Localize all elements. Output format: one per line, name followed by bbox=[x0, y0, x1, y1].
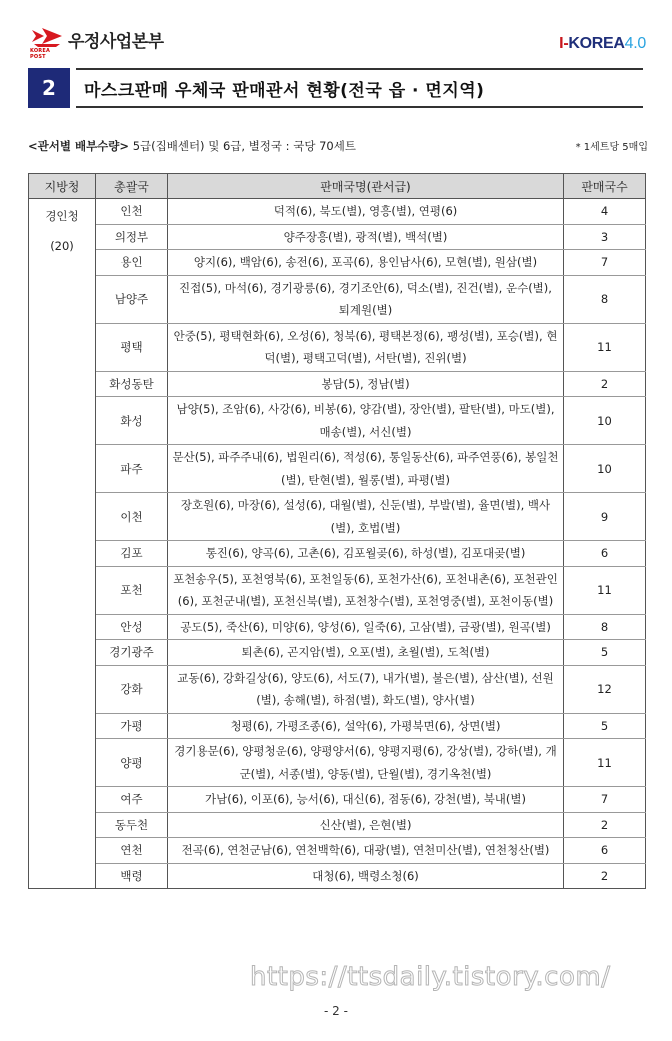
office-cell: 화성동탄 bbox=[96, 371, 168, 397]
count-cell: 9 bbox=[564, 493, 646, 541]
count-cell: 10 bbox=[564, 445, 646, 493]
table-row bbox=[29, 275, 646, 323]
region-name: 경인청 bbox=[45, 209, 79, 223]
table-row bbox=[29, 812, 646, 838]
count-cell: 11 bbox=[564, 566, 646, 614]
office-cell: 백령 bbox=[96, 863, 168, 889]
org-name: 우정사업본부 bbox=[68, 31, 164, 52]
page-number: - 2 - bbox=[324, 1004, 348, 1018]
korea-post-logo bbox=[30, 26, 164, 60]
office-cell: 용인 bbox=[96, 250, 168, 276]
names-cell: 통진(6), 양곡(6), 고촌(6), 김포월곶(6), 하성(별), 김포대곶(별) bbox=[168, 541, 564, 567]
table-row bbox=[29, 614, 646, 640]
section-number: 2 bbox=[28, 68, 70, 108]
table-row bbox=[29, 250, 646, 276]
office-cell: 여주 bbox=[96, 787, 168, 813]
names-cell: 대청(6), 백령소청(6) bbox=[168, 863, 564, 889]
header-office: 총괄국 bbox=[96, 174, 168, 199]
table-body bbox=[29, 199, 646, 889]
table-row bbox=[29, 493, 646, 541]
names-cell: 가남(6), 이포(6), 능서(6), 대신(6), 점동(6), 강천(별), 북내(별) bbox=[168, 787, 564, 813]
count-cell: 6 bbox=[564, 838, 646, 864]
table-row bbox=[29, 713, 646, 739]
table-row bbox=[29, 787, 646, 813]
table-row bbox=[29, 838, 646, 864]
names-cell: 포천송우(5), 포천영북(6), 포천일동(6), 포천가산(6), 포천내촌(6), 포천관인(6), 포천군내(별), 포천신북(별), 포천창수(별), 포천영중(별), 포천이동(별) bbox=[168, 566, 564, 614]
office-cell: 인천 bbox=[96, 199, 168, 225]
names-cell: 장호원(6), 마장(6), 설성(6), 대월(별), 신둔(별), 부발(별), 율면(별), 백사(별), 호법(별) bbox=[168, 493, 564, 541]
names-cell: 교동(6), 강화길상(6), 양도(6), 서도(7), 내가(별), 불은(별), 삼산(별), 선원(별), 송해(별), 하점(별), 화도(별), 양사(별) bbox=[168, 665, 564, 713]
set-note: * 1세트당 5매입 bbox=[575, 142, 648, 153]
korea-post-emblem-icon bbox=[30, 26, 64, 60]
office-cell: 강화 bbox=[96, 665, 168, 713]
section-title: 마스크판매 우체국 판매관서 현황(전국 읍 · 면지역) bbox=[84, 80, 485, 101]
table-row bbox=[29, 541, 646, 567]
table-row bbox=[29, 445, 646, 493]
region-cell bbox=[29, 199, 96, 889]
names-cell: 안중(5), 평택현화(6), 오성(6), 청북(6), 평택본정(6), 팽성(별), 포승(별), 현덕(별), 평택고덕(별), 서탄(별), 진위(별) bbox=[168, 323, 564, 371]
count-cell: 11 bbox=[564, 323, 646, 371]
brand-name: KOREA bbox=[568, 35, 625, 52]
table-row bbox=[29, 323, 646, 371]
count-cell: 12 bbox=[564, 665, 646, 713]
office-cell: 동두천 bbox=[96, 812, 168, 838]
office-cell: 연천 bbox=[96, 838, 168, 864]
office-cell: 평택 bbox=[96, 323, 168, 371]
distribution-label: <관서별 배부수량> bbox=[28, 139, 130, 153]
table-header-row bbox=[29, 174, 646, 199]
office-cell: 화성 bbox=[96, 397, 168, 445]
count-cell: 8 bbox=[564, 614, 646, 640]
brand-prefix: I- bbox=[559, 35, 569, 52]
i-korea-logo bbox=[559, 35, 646, 53]
names-cell: 공도(5), 죽산(6), 미양(6), 양성(6), 일죽(6), 고삼(별), 금광(별), 원곡(별) bbox=[168, 614, 564, 640]
names-cell: 덕적(6), 북도(별), 영흥(별), 연평(6) bbox=[168, 199, 564, 225]
distribution-note bbox=[28, 138, 648, 154]
count-cell: 8 bbox=[564, 275, 646, 323]
names-cell: 남양(5), 조암(6), 사강(6), 비봉(6), 양감(별), 장안(별), 팔탄(별), 마도(별), 매송(별), 서신(별) bbox=[168, 397, 564, 445]
section-title-bar bbox=[28, 68, 643, 108]
names-cell: 신산(별), 은현(별) bbox=[168, 812, 564, 838]
table-row bbox=[29, 371, 646, 397]
office-cell: 경기광주 bbox=[96, 640, 168, 666]
table-row bbox=[29, 224, 646, 250]
table-row bbox=[29, 665, 646, 713]
office-cell: 파주 bbox=[96, 445, 168, 493]
table-row bbox=[29, 640, 646, 666]
count-cell: 11 bbox=[564, 739, 646, 787]
brand-version: 4.0 bbox=[624, 35, 646, 52]
count-cell: 2 bbox=[564, 863, 646, 889]
table-row bbox=[29, 397, 646, 445]
count-cell: 3 bbox=[564, 224, 646, 250]
count-cell: 6 bbox=[564, 541, 646, 567]
office-cell: 남양주 bbox=[96, 275, 168, 323]
names-cell: 경기용문(6), 양평청운(6), 양평양서(6), 양평지평(6), 강상(별), 강하(별), 개군(별), 서종(별), 양동(별), 단월(별), 경기옥천(별) bbox=[168, 739, 564, 787]
names-cell: 양주장흥(별), 광적(별), 백석(별) bbox=[168, 224, 564, 250]
names-cell: 청평(6), 가평조종(6), 설악(6), 가평북면(6), 상면(별) bbox=[168, 713, 564, 739]
office-cell: 가평 bbox=[96, 713, 168, 739]
table-row bbox=[29, 739, 646, 787]
office-cell: 안성 bbox=[96, 614, 168, 640]
count-cell: 7 bbox=[564, 787, 646, 813]
office-cell: 김포 bbox=[96, 541, 168, 567]
count-cell: 2 bbox=[564, 812, 646, 838]
names-cell: 진접(5), 마석(6), 경기광릉(6), 경기조안(6), 덕소(별), 진건(별), 운수(별), 퇴계원(별) bbox=[168, 275, 564, 323]
distribution-text: 5급(집배센터) 및 6급, 별정국 : 국당 70세트 bbox=[132, 139, 356, 153]
count-cell: 7 bbox=[564, 250, 646, 276]
count-cell: 10 bbox=[564, 397, 646, 445]
table-row bbox=[29, 863, 646, 889]
section-title-box bbox=[76, 68, 643, 108]
office-cell: 포천 bbox=[96, 566, 168, 614]
count-cell: 5 bbox=[564, 640, 646, 666]
watermark-url: https://ttsdaily.tistory.com/ bbox=[250, 962, 611, 992]
header-region: 지방청 bbox=[29, 174, 96, 199]
header-names: 판매국명(관서급) bbox=[168, 174, 564, 199]
count-cell: 5 bbox=[564, 713, 646, 739]
office-cell: 이천 bbox=[96, 493, 168, 541]
header-count: 판매국수 bbox=[564, 174, 646, 199]
names-cell: 봉담(5), 정남(별) bbox=[168, 371, 564, 397]
names-cell: 퇴촌(6), 곤지암(별), 오포(별), 초월(별), 도척(별) bbox=[168, 640, 564, 666]
names-cell: 양지(6), 백암(6), 송전(6), 포곡(6), 용인남사(6), 모현(별), 원삼(별) bbox=[168, 250, 564, 276]
names-cell: 전곡(6), 연천군남(6), 연천백학(6), 대광(별), 연천미산(별), 연천청산(별) bbox=[168, 838, 564, 864]
table-row bbox=[29, 566, 646, 614]
office-cell: 양평 bbox=[96, 739, 168, 787]
count-cell: 4 bbox=[564, 199, 646, 225]
count-cell: 2 bbox=[564, 371, 646, 397]
names-cell: 문산(5), 파주주내(6), 법원리(6), 적성(6), 통일동산(6), 파주연풍(6), 봉일천(별), 탄현(별), 월롱(별), 파평(별) bbox=[168, 445, 564, 493]
table-row bbox=[29, 199, 646, 225]
korea-post-sub-label: KOREA POST bbox=[30, 48, 51, 60]
office-cell: 의정부 bbox=[96, 224, 168, 250]
region-count: (20) bbox=[50, 239, 74, 253]
sales-office-table bbox=[28, 173, 646, 889]
